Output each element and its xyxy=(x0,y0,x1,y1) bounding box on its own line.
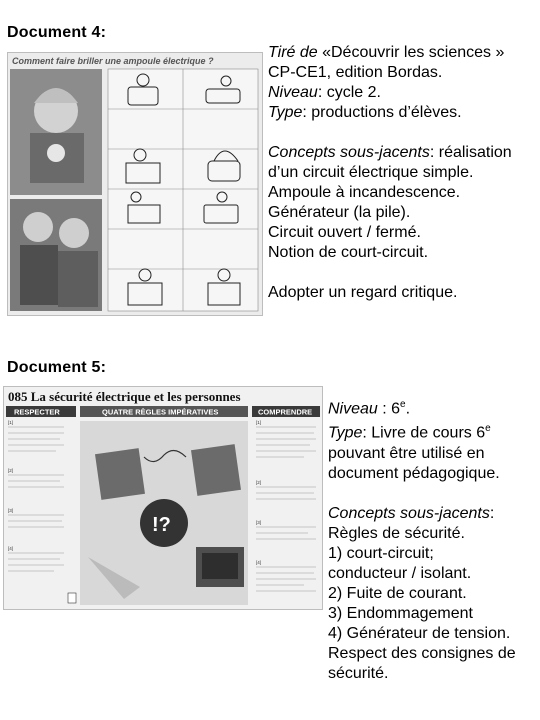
type-superscript: e xyxy=(485,423,491,435)
document-4-image-title: Comment faire briller une ampoule électrique ? xyxy=(12,56,214,66)
type-detail: pouvant être utilisé en xyxy=(328,444,485,462)
concept-item: d’un circuit électrique simple. xyxy=(268,164,474,181)
level-label: Niveau xyxy=(328,400,378,418)
rule-number: [4] xyxy=(256,560,262,565)
svg-text:RESPECTER: RESPECTER xyxy=(14,407,60,417)
rule-number: [3] xyxy=(8,508,14,513)
document-5-description xyxy=(328,395,516,684)
source-line xyxy=(268,43,512,63)
type-detail: document pédagogique. xyxy=(328,464,500,482)
concept-item: 2) Fuite de courant. xyxy=(328,584,467,602)
level-line xyxy=(268,83,512,103)
concepts-line xyxy=(328,504,516,524)
document-4-heading: Document 4: xyxy=(7,24,107,41)
concept-item: Respect des consignes de xyxy=(328,644,516,662)
concept-item: Circuit ouvert / fermé. xyxy=(268,224,421,241)
concept-item: 3) Endommagement xyxy=(328,604,473,622)
document-4-description xyxy=(268,43,512,303)
document-4-image xyxy=(7,52,263,316)
rule-number: [1] xyxy=(256,420,262,425)
rule-number: [2] xyxy=(8,468,14,473)
critical-line: Adopter un regard critique. xyxy=(268,284,458,301)
level-label: Niveau xyxy=(268,84,318,101)
concept-item: Générateur (la pile). xyxy=(268,204,411,221)
level-end: . xyxy=(405,400,411,418)
type-label: Type xyxy=(328,424,363,442)
level-value: : cycle 2. xyxy=(317,84,381,101)
svg-text:QUATRE RÈGLES IMPÉRATIVES: QUATRE RÈGLES IMPÉRATIVES xyxy=(102,407,219,417)
level-line xyxy=(328,395,516,419)
concepts-label: Concepts sous-jacents xyxy=(328,504,490,522)
svg-text:!?: !? xyxy=(152,514,171,536)
concepts-value: : xyxy=(489,504,495,522)
type-line xyxy=(328,419,516,443)
type-value: : Livre de cours 6 xyxy=(362,424,486,442)
type-value: : productions d’élèves. xyxy=(302,104,462,121)
rule-number: [2] xyxy=(256,480,262,485)
concepts-value: : réalisation xyxy=(429,144,512,161)
concept-item: 1) court-circuit; xyxy=(328,544,434,562)
concepts-line xyxy=(268,143,512,163)
source-label: Tiré de xyxy=(268,44,318,61)
concept-item: sécurité. xyxy=(328,664,389,682)
type-line xyxy=(268,103,512,123)
level-value: : 6 xyxy=(377,400,401,418)
safety-illustrations xyxy=(80,421,248,605)
svg-text:COMPRENDRE: COMPRENDRE xyxy=(258,407,313,417)
concept-item: Ampoule à incandescence. xyxy=(268,184,461,201)
rule-number: [1] xyxy=(8,420,14,425)
concept-item: Règles de sécurité. xyxy=(328,524,465,542)
edition-line: CP-CE1, edition Bordas. xyxy=(268,64,443,81)
concepts-label: Concepts sous-jacents xyxy=(268,144,430,161)
rule-number: [4] xyxy=(8,546,14,551)
level-superscript: e xyxy=(400,399,406,410)
document-5-image-title: 085 La sécurité électrique et les personnes xyxy=(8,389,241,404)
type-label: Type xyxy=(268,104,303,121)
rule-number: [3] xyxy=(256,520,262,525)
document-5-image xyxy=(3,386,323,610)
source-title: «Découvrir les sciences » xyxy=(317,44,505,61)
document-5-heading: Document 5: xyxy=(7,359,107,376)
concept-item: Notion de court-circuit. xyxy=(268,244,429,261)
concept-item: conducteur / isolant. xyxy=(328,564,472,582)
concept-item: 4) Générateur de tension. xyxy=(328,624,511,642)
